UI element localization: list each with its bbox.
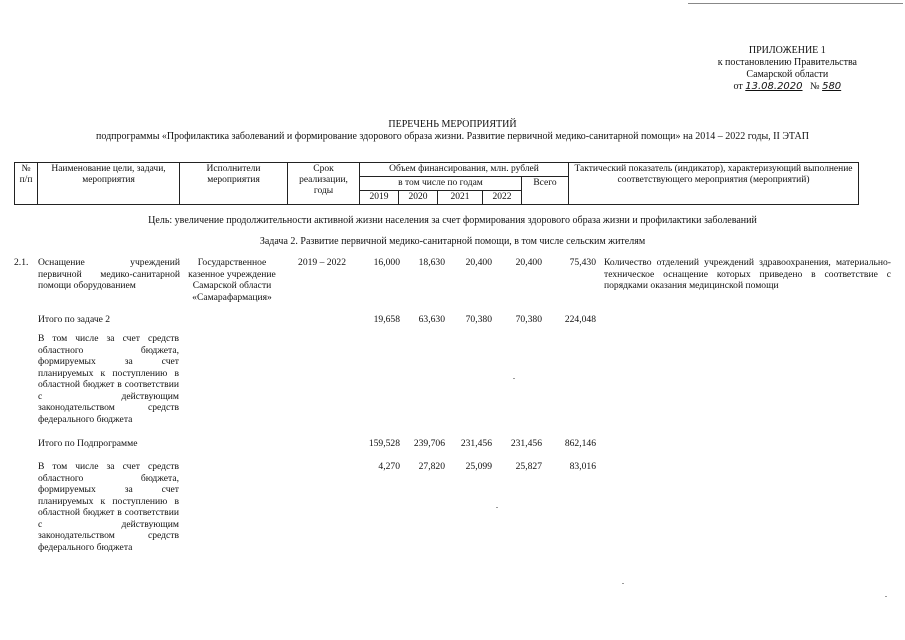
- value-total: 75,430: [569, 257, 596, 268]
- scan-speck: [622, 583, 624, 584]
- value-2019: 4,270: [378, 461, 400, 472]
- handwritten-date: 13.08.2020: [745, 81, 803, 92]
- value-2021: 25,099: [465, 461, 492, 472]
- header-indicator: Тактический показатель (индикатор), характеризующий выполнение соответствующего мероприятия (мероприятий): [569, 163, 859, 205]
- header-total: Всего: [522, 177, 569, 205]
- value-2019: 19,658: [373, 314, 400, 325]
- scan-speck: [496, 507, 498, 508]
- row-term: 2019 – 2022: [298, 257, 346, 268]
- document-subtitle: подпрограммы «Профилактика заболеваний и формирование здорового образа жизни. Развитие первичной медико-санитарной помощи» на 2014 – 2022 годы, II ЭТАП: [96, 131, 809, 142]
- value-total: 862,146: [564, 438, 596, 449]
- row-number: 2.1.: [14, 257, 29, 268]
- row-executor: Государственное казенное учреждение Самарской области «Самарафармация»: [188, 257, 276, 303]
- appendix-line-3: Самарской области: [746, 69, 829, 80]
- page-edge-line: [688, 3, 903, 4]
- header-name: Наименование цели, задачи, мероприятия: [38, 163, 180, 205]
- table-header: [14, 162, 859, 205]
- value-2019: 16,000: [373, 257, 400, 268]
- task-line: Задача 2. Развитие первичной медико-санитарной помощи, в том числе сельским жителям: [259, 236, 646, 247]
- value-2022: 231,456: [510, 438, 542, 449]
- header-executors: Исполнители мероприятия: [180, 163, 288, 205]
- header-term: Срок реализации, годы: [288, 163, 360, 205]
- header-num: № п/п: [15, 163, 38, 205]
- value-total: 224,048: [564, 314, 596, 325]
- value-2020: 63,630: [418, 314, 445, 325]
- value-2022: 20,400: [515, 257, 542, 268]
- header-year: 2021: [438, 191, 483, 205]
- appendix-date-number: от 13.08.2020 № 580: [733, 81, 842, 92]
- header-financing: Объем финансирования, млн. рублей: [360, 163, 569, 177]
- value-2021: 20,400: [465, 257, 492, 268]
- goal-line: Цель: увеличение продолжительности активной жизни населения за счет формирования здорового образа жизни и профилактики заболеваний: [148, 215, 757, 226]
- incl-program-text: В том числе за счет средств областного бюджета, формируемых за счет планируемых к поступлению в областной бюджет в соответствии с действующим законодательством средств федерального бюджета: [38, 461, 179, 553]
- scan-speck: [885, 596, 887, 597]
- value-2020: 239,706: [413, 438, 445, 449]
- row-name: Оснащение учреждений первичной медико-санитарной помощи оборудованием: [38, 257, 180, 291]
- header-year: 2022: [483, 191, 522, 205]
- total-task-label: Итого по задаче 2: [38, 314, 111, 325]
- value-2022: 70,380: [515, 314, 542, 325]
- value-2019: 159,528: [368, 438, 400, 449]
- value-2022: 25,827: [515, 461, 542, 472]
- value-total: 83,016: [569, 461, 596, 472]
- total-program-label: Итого по Подпрограмме: [38, 438, 138, 449]
- handwritten-number: 580: [822, 81, 842, 92]
- document-title: ПЕРЕЧЕНЬ МЕРОПРИЯТИЙ: [388, 119, 517, 130]
- appendix-title: ПРИЛОЖЕНИЕ 1: [748, 45, 826, 56]
- row-indicator: Количество отделений учреждений здравоохранения, материально-техническое оснащение которых приведено в соответствие с порядками оказания медицинской помощи: [604, 257, 891, 291]
- header-year: 2019: [360, 191, 399, 205]
- value-2020: 27,820: [418, 461, 445, 472]
- appendix-line-2: к постановлению Правительства: [717, 57, 857, 68]
- value-2020: 18,630: [418, 257, 445, 268]
- header-year: 2020: [399, 191, 438, 205]
- value-2021: 70,380: [465, 314, 492, 325]
- incl-task-text: В том числе за счет средств областного бюджета, формируемых за счет планируемых к поступлению в областной бюджет в соответствии с действующим законодательством средств федерального бюджета: [38, 333, 179, 425]
- header-by-years: в том числе по годам: [360, 177, 522, 191]
- appendix-block: [718, 45, 857, 93]
- scan-speck: [513, 378, 515, 379]
- value-2021: 231,456: [460, 438, 492, 449]
